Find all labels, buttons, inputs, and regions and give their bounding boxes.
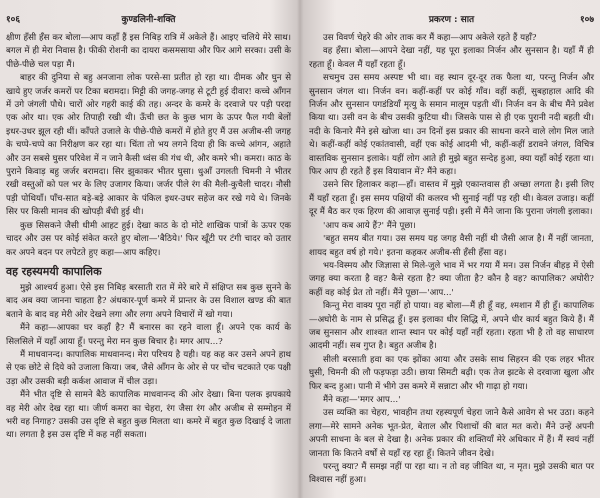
paragraph: उस व्यक्ति का चेहरा, भावहीन तथा रहस्यपूर्ण चेहरा जाने कैसे आवेग से भर उठा। कहने लगा—मेरे सामने अनेक भूत-प्रेत, बेताल और पिशाचों की बात मत करो। मैंने उन्हें अपनी अपनी साधना के बल से देखा है। अनेक प्रकार की शक्तियाँ मेरे अधिकार में हैं। मैं स्वयं नहीं जानता कि कितने वर्षों से यहाँ रह रहा हूँ। कितने जीवन देखे। xyxy=(309,408,594,459)
paragraph: 'आप कब आये हैं?' मैंने पूछा। xyxy=(323,220,416,231)
paragraph: बाहर की दुनिया से बहु अनजाना लोक परसे-सा प्रतीत हो रहा था। दीमक और घुन से खाये हुए जर्जर कमरों पर टिका बरामदा। मिट्टी की जगह-जगह से टूटी हुई दीवार! कच्चे आँगन में उगे जंगली पौधे। चारों ओर गहरी काई की तह। अन्दर के कमरे के दरवाजे पर पड़ी परदा एक ओर था। एक ओर तिपाही रखी थी। ऊँची छत के कुछ भाग के ऊपर फैल गयी बेलों इधर-उधर झूल रही थीं। काँपते उजाले के पीछे-पीछे कमरों में होते हुए मैं उस अजीब-सी जगह के चप्पे-चप्पे का निरीक्षण कर रहा था। चिंता तो भय लगने दिया ही कि कच्चे आंगन, अहाते और उन सबसे घुसर परिवेश में न जाने कैसी ध्वंस की गंध थी, और कमरे भी। कमरा। काठ के पुराने किवाड़ बहु जर्जर बरामदा। सिर झुकाकर भीतर घुसा। धुआँ उगलती चिमनी ने भीतर रखी वस्तुओं को पल भर के लिए उजागर किया। जर्जर पीले रंग की मैली-कुचैली चादर। नौसी पड़ी पोथियाँ। पाँच-सात बड़े-बड़े आकार के पंकिल इधर-उधर सहेज कर रखे गये थे। जिनके सिर पर किसी मानव की खोपड़ी बँधी हुई थी। xyxy=(6,73,291,218)
paragraph: मैंने कहा—आपका घर कहाँ है? मैं बनारस का रहने वाला हूँ। अपने एक कार्य के सिलसिले में यहाँ आया हूँ। परन्तु मेरा मन कुछ बिचार है। मगर आप...? xyxy=(6,323,291,347)
right-page-body xyxy=(309,32,594,494)
paragraph: वह हँसा। बोला—आपने देखा नहीं, यह पूरा इलाका निर्जन और सुनसान है। यहाँ मैं ही रहता हूँ। केवल मैं यहाँ रहता हूँ। xyxy=(309,46,594,70)
paragraph: 'बहुत समय बीत गया। उस समय यह जगह वैसी नहीं थी जैसी आज है। मैं नहीं जानता, शायद बहुत वर्ष हो गये।' इतना कहकर अजीब-सी हँसी हँसा वह। xyxy=(309,234,594,258)
left-running-title: कुण्डलिनी-शक्ति xyxy=(121,15,176,25)
paragraph: भय-विस्मय और जिज्ञासा से मिले-जुले भाव में भर गया मैं मन। उस निर्जन बीहड़ में ऐसी जगह क्या करता है वह? कैसे रहता है? क्या जीता है? कौन है वह? कापालिक? अघोरी? कहीं वह कोई प्रेत तो नहीं। मैंने पूछा—'आप...' xyxy=(309,260,594,298)
right-page xyxy=(303,0,600,498)
paragraph: मैं माधवानन्द। कापालिक माधवानन्द। मेरा परिचय है यही। यह कह कर उसने अपने हाथ से एक छोटे से दिये को उजाला किया। जब, जैसे आँगन के ओर से पर चोंच चटकाते एक पक्षी उड़ा और उसकी बड़ी कर्कश आवाज में चील उड़ा। xyxy=(6,349,291,387)
right-running-title: प्रकरण : सात xyxy=(428,15,475,25)
paragraph: सीली बरसाती हवा का एक झोंका आया और उसके साथ सिहरन की एक लहर भीतर घुसी, चिमनी की लौ फड़फड़ा उठी। छाया सिमटी बढ़ी। एक तेज झटके से दरवाजा खुला और फिर बन्द हुआ। पानी में भीगे उस कमरे में सन्नाटा और भी गाढ़ा हो गया। xyxy=(309,354,594,392)
paragraph: उसने सिर हिलाकर कहा—हाँ। वास्तव में मुझे एकान्तवास ही अच्छा लगता है। इसी लिए मैं यहाँ रहता हूँ। इस समय पक्षियों की कलरव भी सुनाई नहीं पड़ रही थी। केवल उजाड़। कहीं दूर मैं बैठ कर एक हिरण की आवाज़ सुनाई पड़ी। इसी में मैंने जाना कि पुराना जंगली इलाका। xyxy=(309,180,594,218)
paragraph: उस विवर्ण चेहरे की ओर ताक कर मैं कहा—आप अकेले रहते हैं यहाँ? xyxy=(323,33,537,43)
paragraph: मैंने भीत दृष्टि से सामने बैठे कापालिक माधवानन्द की ओर देखा। बिना पलक झपकाये वह मेरी ओर देख रहा था। जीर्ण कमरा का चेहरा, रंग जैसा रंग और अजीब से सम्मोहन में भरी वह निगाह? उसकी उस दृष्टि से बहुत कुछ मिलता था। कमरे में बहुत कुछ दिखाई दे जाता था। लगता है इस उस दृष्टि में कह नहीं सकता। xyxy=(6,390,291,441)
paragraph: सचमुच उस समय अस्पष्ट भी था। वह स्थान दूर-दूर तक फैला था, परन्तु निर्जन और सुनसान जंगल था। निर्जन वन। कहीं-कहीं पर कोई गाँव। वहीं कहीं, सुबहाहाल आदि की निर्जन और सुनसान पगडंडियाँ मृत्यु के समान मालूम पड़ती थीं। निर्जन वन के बीच मैंने प्रवेश किया था। उसी वन के बीच उसकी कुटिया थी। जिसके पास से ही एक पुरानी नदी बहती थी। नदी के किनारे मैंने इसे खोजा था। उन दिनों इस प्रकार की साधना करने वाले लोग मिल जाते थे। कहीं-कहीं कोई एकांतवासी, वहीं एक कोई आदमी भी, कहीं-कहीं डरावने जंगल, विचित्र वास्तविक सुनसान इलाके। यहीं लोग आते ही मुझे बहुत सन्देह हुआ, क्या यहाँ कोई रहता था। फिर आप ही रहते हैं इस वियावान में? मैंने कहा। xyxy=(309,73,594,178)
paragraph: कुछ सिसकने जैसी धीमी आहट हुई। देखा काठ के दो मोटे शाखिक पात्रों के ऊपर एक चादर और उस पर कोई संकेत करते हुए बोला—'बैठिये।' फिर खूँटी पर टंगी चादर को उतार कर अपने बदन पर लपेटते हुए कहा—आप कहिए। xyxy=(6,220,291,258)
paragraph: मैंने कहा—'मगर आप...' xyxy=(323,394,401,405)
paragraph: मुझे आश्चर्य हुआ। ऐसे इस निबिड़ बरसाती रात में मेरे बारे में संक्षिप्त सब कुछ सुनने के बाद अब क्या जानना चाहता है? अंधकार-पूर्ण कमरे में प्रान्तर के उस विशाल खण्ड की बात बताने के बाद वह मेरी ओर देखने लगा और लगा अपने विचारों में खो गया। xyxy=(6,282,291,320)
paragraph: क्षीण हँसी हँस कर बोला—आप कहाँ हैं इस निबिड़ रात्रि में अकेले हैं। आइए चलिये मेरे साथ। बगल में ही मेरा निवास है। फीकी रोशनी का दायरा कसमसाया और फिर आगे सरका। उसी के पीछे-पीछे चल पड़ा मैं। xyxy=(6,33,291,70)
left-page xyxy=(0,0,297,498)
left-page-body xyxy=(6,32,291,494)
paragraph: परन्तु क्या? मैं समझ नहीं पा रहा था। न तो वह जीवित था, न मृत। मुझे उसकी बात पर विश्वास नहीं हुआ। xyxy=(309,462,594,486)
paragraph: किन्तु मेरा वाक्य पूरा नहीं हो पाया। वह बोला—मैं ही हूँ वह, श्मशान मैं ही हूँ। कापालिक—अघोरी के नाम से प्रसिद्ध हूँ। इस इलाका धीर सिद्धि में, अपने धीर कार्य बहुत किये हैं। मैं जब सुनसान और शाश्वत शान्त स्थान पर कोई यहाँ नहीं रहता। रहता भी है तो वह साधारण आदमी नहीं। सब गुप्त है। बहुत अजीब है। xyxy=(309,301,594,352)
left-page-number: १०६ xyxy=(6,15,21,25)
right-page-number: १०७ xyxy=(579,15,594,25)
section-heading: वह रहस्यमयी कापालिक xyxy=(6,264,102,278)
right-page-header xyxy=(309,12,594,26)
left-page-header xyxy=(6,12,291,26)
